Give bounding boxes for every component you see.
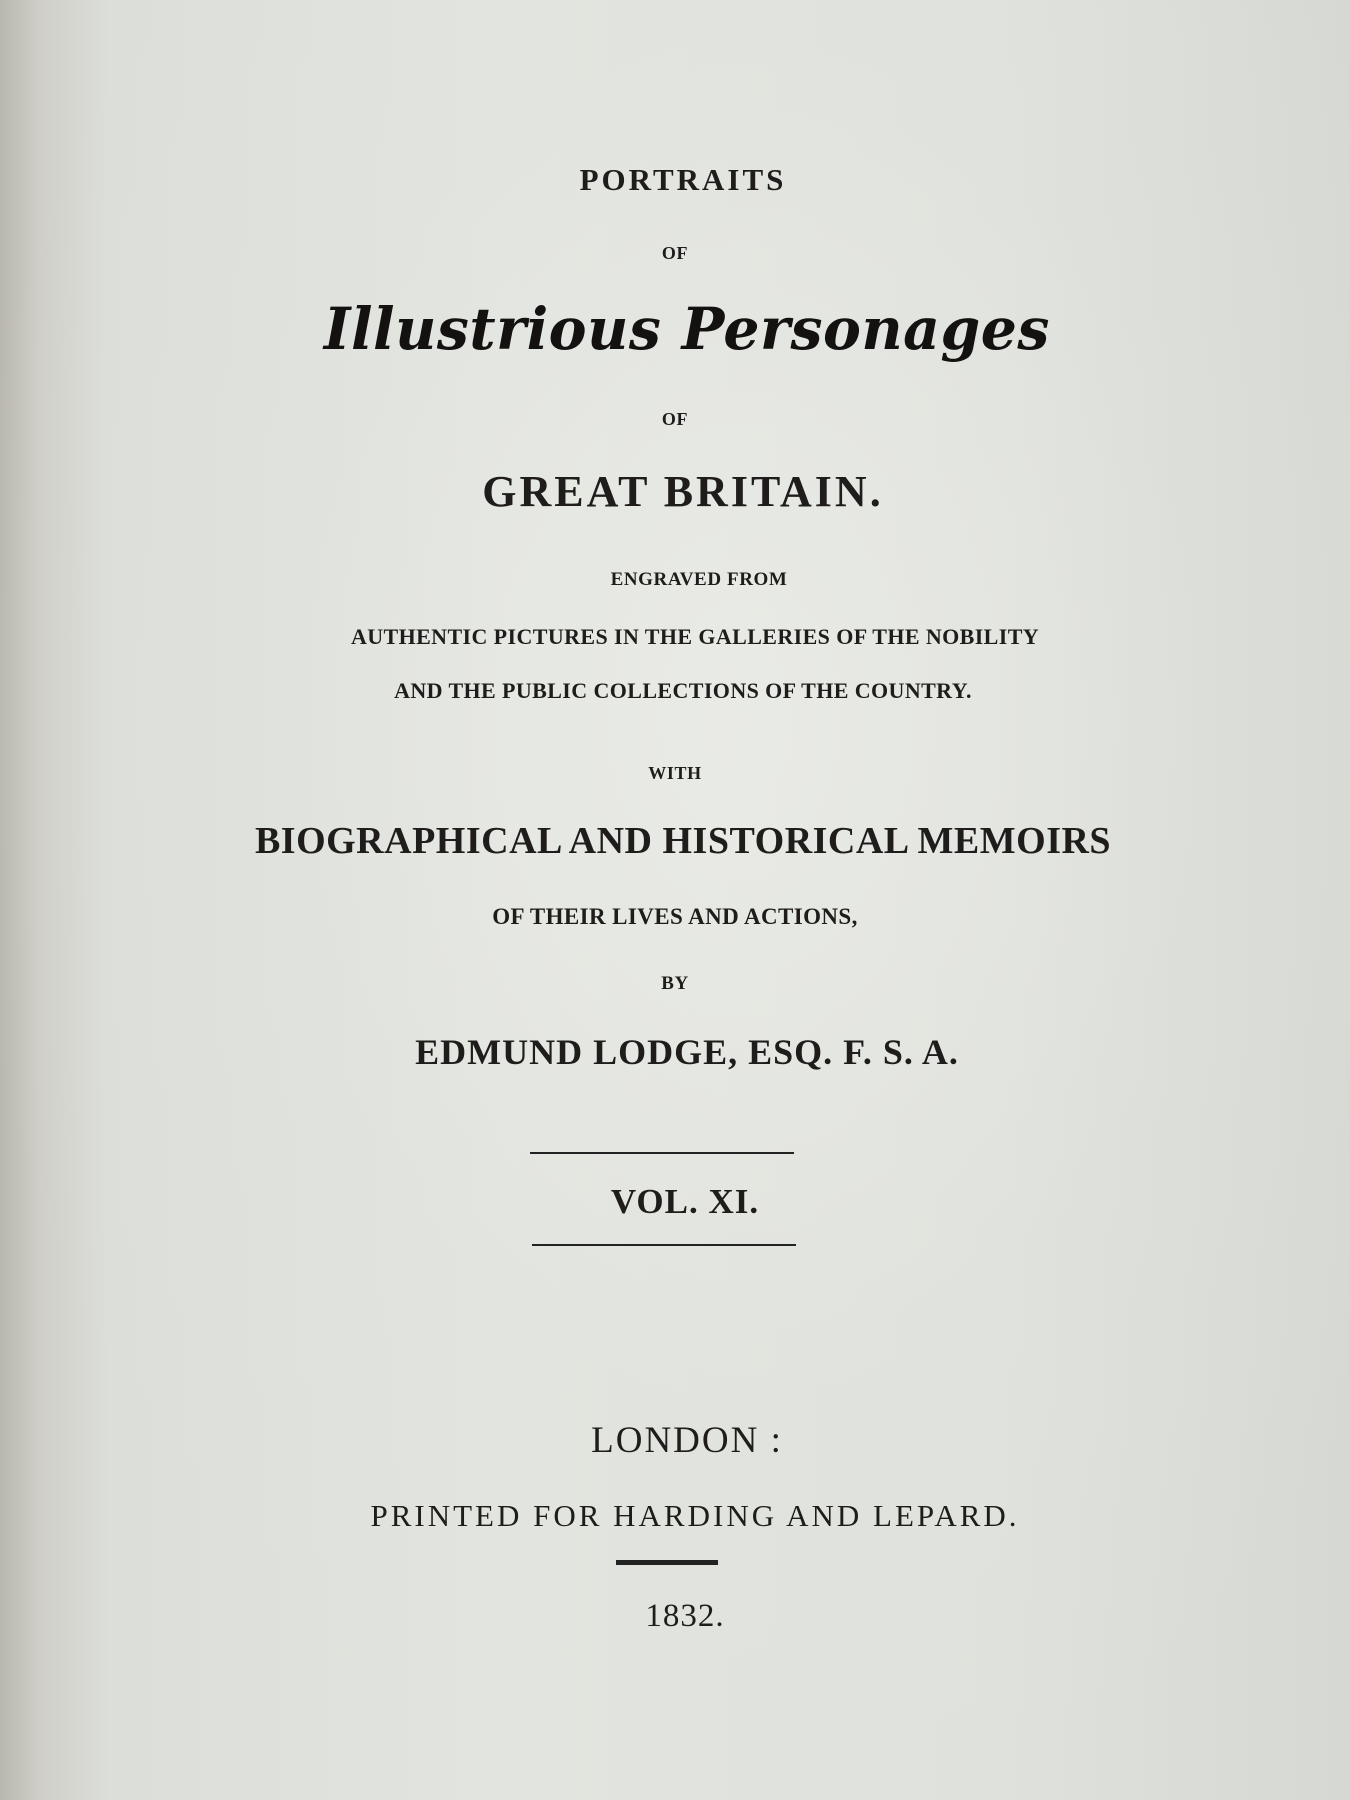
volume-number: VOL. XI. [610,1182,760,1221]
subtitle-lives-actions: OF THEIR LIVES AND ACTIONS, [492,904,858,929]
imprint-printer: PRINTED FOR HARDING AND LEPARD. [370,1498,1020,1533]
heading-great-britain: GREAT BRITAIN. [482,467,884,516]
volume-rule-bottom [532,1244,796,1246]
author-name: EDMUND LODGE, ESQ. F. S. A. [415,1032,959,1072]
imprint-year: 1832. [645,1598,725,1634]
connector-with: WITH [648,763,702,783]
heading-illustrious-personages: Illustrious Personages [323,295,1050,363]
engraved-from: ENGRAVED FROM [610,569,788,590]
volume-rule-top [530,1152,794,1154]
connector-of-1: OF [661,243,689,263]
connector-of-2: OF [661,409,689,429]
subtitle-line-2: AND THE PUBLIC COLLECTIONS OF THE COUNTRY. [394,678,972,703]
subtitle-line-1: AUTHENTIC PICTURES IN THE GALLERIES OF THE NOBILITY [350,624,1040,649]
heading-portraits: PORTRAITS [579,162,787,197]
imprint-rule [616,1560,718,1565]
heading-memoirs: BIOGRAPHICAL AND HISTORICAL MEMOIRS [254,820,1112,862]
imprint-place: LONDON : [591,1420,783,1461]
connector-by: BY [661,973,689,994]
